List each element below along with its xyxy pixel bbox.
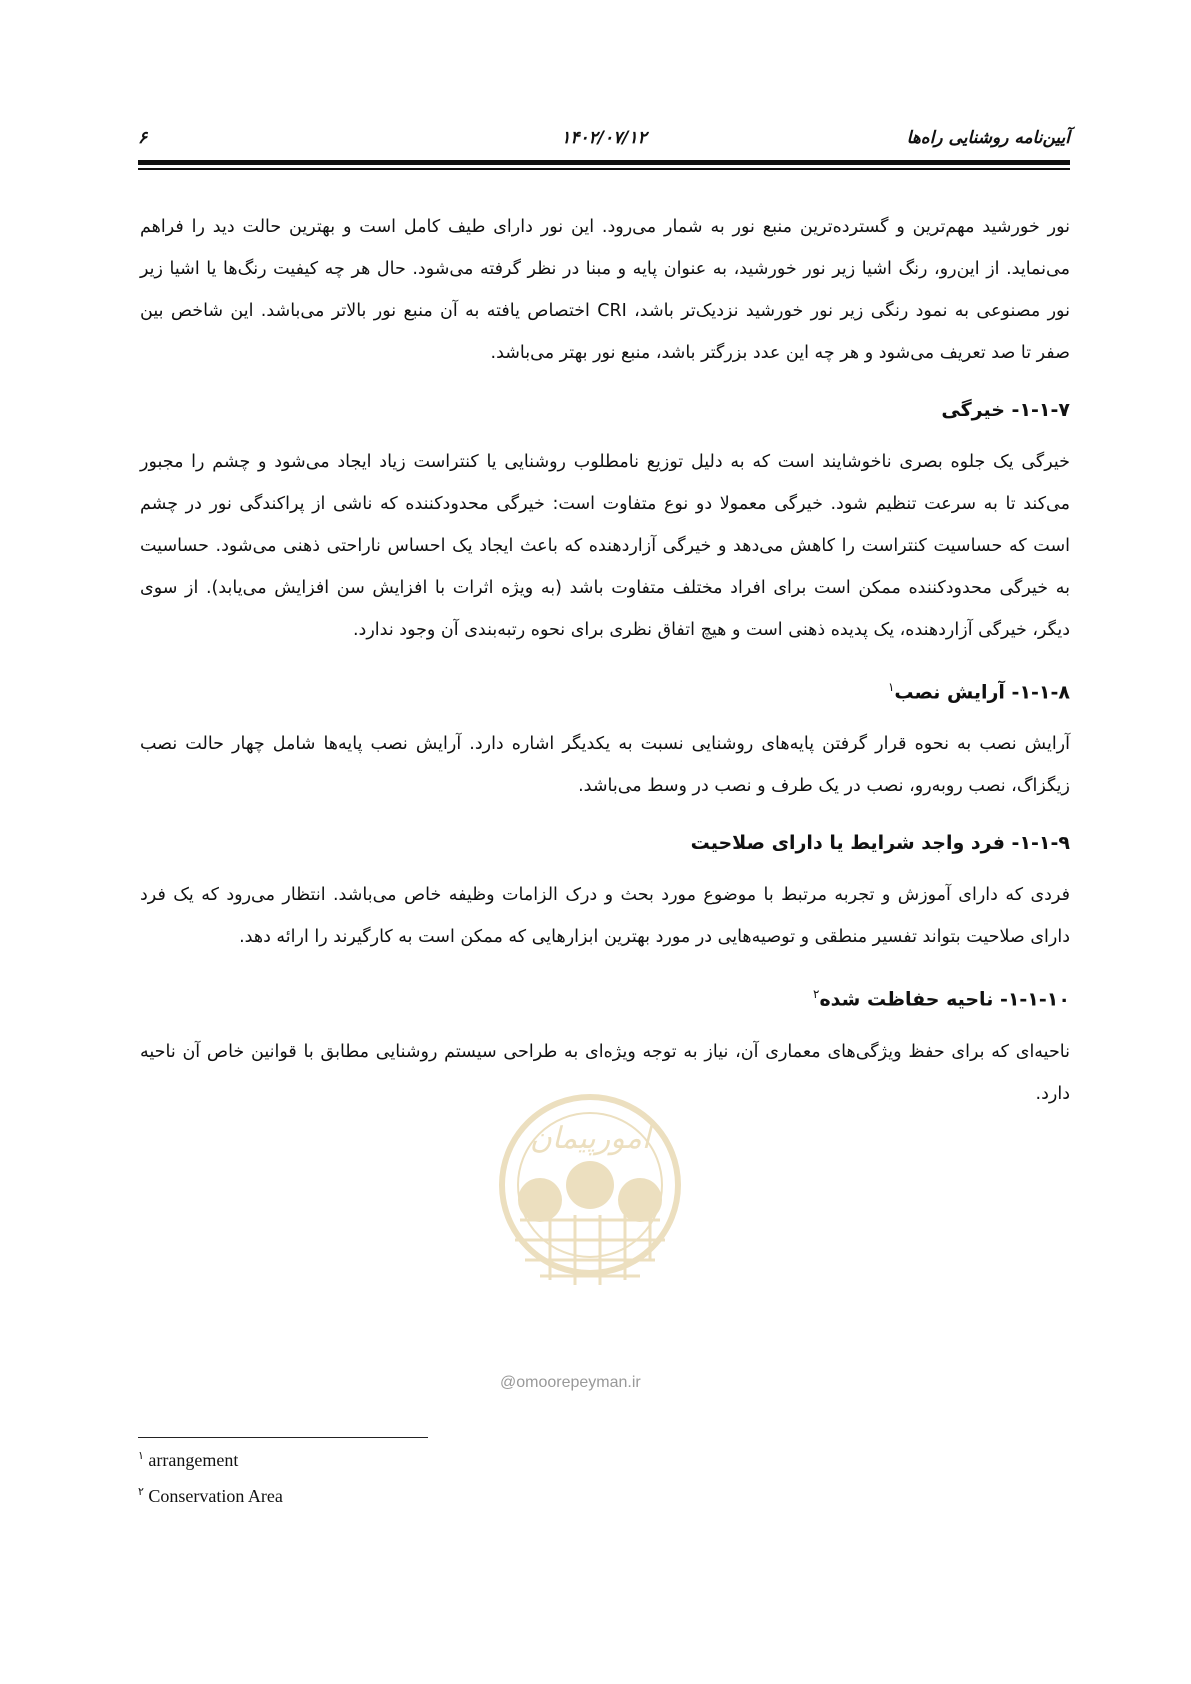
page-header bbox=[138, 128, 1070, 154]
watermark-logo-text: امورپیمان bbox=[529, 1121, 651, 1156]
section-paragraph-arrangement: آرایش نصب به نحوه قرار گرفتن پایه‌های روشنایی نسبت به یکدیگر اشاره دارد. آرایش نصب پایه‌ها شامل چهار حالت نصب زیگزاگ، نصب روبه‌رو، نصب در یک طرف و نصب در وسط می‌باشد. bbox=[140, 734, 1070, 797]
footnote-text: arrangement bbox=[148, 1450, 239, 1470]
gear-icon bbox=[518, 1161, 662, 1222]
section-heading-text: ۱-۱-۱۰- ناحیه حفاظت شده bbox=[819, 988, 1070, 1011]
document-body bbox=[140, 206, 1070, 1115]
watermark-inner-ring bbox=[518, 1113, 662, 1257]
section-heading-conservation-area bbox=[140, 979, 1070, 1014]
watermark-outer-ring bbox=[502, 1097, 678, 1273]
section-heading-text: ۱-۱-۹- فرد واجد شرایط یا دارای صلاحیت bbox=[690, 832, 1070, 855]
page-number: ۶ bbox=[138, 128, 148, 148]
footnote-1 bbox=[138, 1449, 238, 1471]
header-rule-thick bbox=[138, 160, 1070, 165]
footnote-reference: ۱ bbox=[887, 680, 895, 694]
grid-pattern bbox=[515, 1215, 665, 1285]
footnote-separator bbox=[138, 1437, 428, 1438]
section-heading-arrangement bbox=[140, 672, 1070, 707]
watermark-url: @omoorepeyman.ir bbox=[500, 1374, 641, 1391]
section-heading-glare bbox=[140, 395, 1070, 425]
section-heading-text: ۱-۱-۸- آرایش نصب bbox=[894, 681, 1070, 704]
section-heading-text: ۱-۱-۷- خیرگی bbox=[941, 399, 1070, 421]
footnote-reference: ۲ bbox=[813, 987, 820, 1002]
header-date: ۱۴۰۲/۰۷/۱۲ bbox=[561, 128, 647, 148]
footnote-marker: ۱ bbox=[138, 1450, 144, 1462]
intro-paragraph: نور خورشید مهم‌ترین و گسترده‌ترین منبع نور به شمار می‌رود. این نور دارای طیف کامل است و بهترین حالت دید را فراهم می‌نماید. از این‌رو، رنگ اشیا زیر نور خورشید، به عنوان پایه و مبنا در نظر گرفته می‌شود. حال هر چه کیفیت رنگ‌ها یا اشیا زیر نور مصنوعی به نمود رنگی زیر نور خورشید نزدیک‌تر باشد، CRI اختصاص یافته به آن منبع نور بالاتر می‌باشد. این شاخص بین صفر تا صد تعریف می‌شود و هر چه این عدد بزرگتر باشد، منبع نور بهتر می‌باشد. bbox=[140, 217, 1070, 363]
section-paragraph-glare: خیرگی یک جلوه بصری ناخوشایند است که به دلیل توزیع نامطلوب روشنایی یا کنتراست زیاد ایجاد می‌شود و چشم را مجبور می‌کند تا به سرعت تنظیم شود. خیرگی معمولا دو نوع متفاوت است: خیرگی محدودکننده که ناشی از پراکندگی نور در چشم است که حساسیت کنتراست را کاهش می‌دهد و خیرگی آزاردهنده که باعث ایجاد یک احساس ناراحتی ذهنی می‌شود. حساسیت به خیرگی محدودکننده ممکن است برای افراد مختلف متفاوت باشد (به ویژه اثرات با افزایش سن افزایش می‌یابد). از سوی دیگر، خیرگی آزاردهنده، یک پدیده ذهنی است و هیچ اتفاق نظری برای نحوه رتبه‌بندی آن وجود ندارد. bbox=[140, 452, 1070, 640]
footnote-2 bbox=[138, 1485, 283, 1507]
header-rule-thin bbox=[138, 168, 1070, 170]
header-document-title: آیین‌نامه روشنایی راه‌ها bbox=[906, 128, 1070, 148]
footnote-text: Conservation Area bbox=[148, 1486, 283, 1506]
section-paragraph-conservation-area: ناحیه‌ای که برای حفظ ویژگی‌های معماری آن، نیاز به توجه ویژه‌ای به طراحی سیستم روشنایی مطابق با قوانین خاص آن ناحیه دارد. bbox=[140, 1041, 1070, 1104]
footnote-marker: ۲ bbox=[138, 1486, 144, 1498]
section-paragraph-qualified-person: فردی که دارای آموزش و تجربه مرتبط با موضوع مورد بحث و درک الزامات وظیفه خاص می‌باشد. انتظار می‌رود که یک فرد دارای صلاحیت بتواند تفسیر منطقی و توصیه‌هایی در مورد بهترین ابزارهایی که ممکن است به کارگیرند را ارائه دهد. bbox=[140, 885, 1070, 948]
watermark-logo bbox=[480, 1090, 700, 1330]
section-heading-qualified-person bbox=[140, 828, 1070, 858]
